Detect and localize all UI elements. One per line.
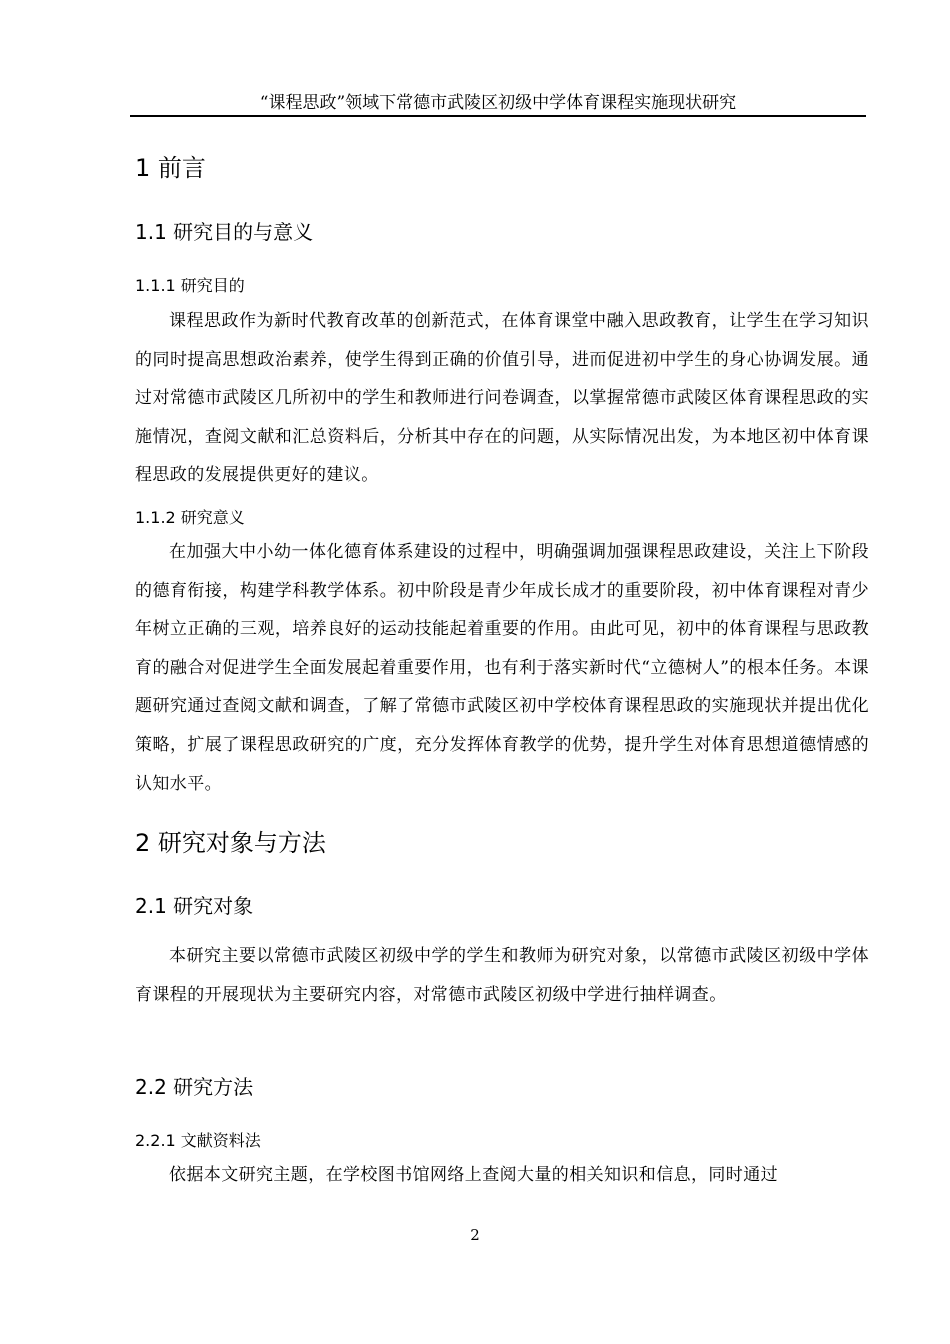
running-header: “课程思政”领域下常德市武陵区初级中学体育课程实施现状研究: [259, 93, 737, 113]
heading-2-2: 2.2 研究方法: [135, 1075, 254, 1099]
heading-1-1: 1.1 研究目的与意义: [135, 220, 314, 244]
paragraph-significance: 在加强大中小幼一体化德育体系建设的过程中，明确强调加强课程思政建设，关注上下阶段的德育衔接，构建学科教学体系。初中阶段是青少年成长成才的重要阶段，初中体育课程对青少年树立正确的三观，培养良好的运动技能起着重要的作用。由此可见，初中的体育课程与思政教育的融合对促进学生全面发展起着重要作用，也有利于落实新时代“立德树人”的根本任务。本课题研究通过查阅文献和调查，了解了常德市武陵区初中学校体育课程思政的实施现状并提出优化策略，扩展了课程思政研究的广度，充分发挥体育教学的优势，提升学生对体育思想道德情感的认知水平。: [135, 542, 869, 794]
heading-2: 2 研究对象与方法: [135, 829, 326, 857]
paragraph-purpose: 课程思政作为新时代教育改革的创新范式，在体育课堂中融入思政教育，让学生在学习知识的同时提高思想政治素养，使学生得到正确的价值引导，进而促进初中学生的身心协调发展。通过对常德市武陵区几所初中的学生和教师进行问卷调查，以掌握常德市武陵区体育课程思政的实施情况，查阅文献和汇总资料后，分析其中存在的问题，从实际情况出发，为本地区初中体育课程思政的发展提供更好的建议。: [135, 311, 869, 486]
page-number: 2: [470, 1226, 480, 1244]
header-rule: [130, 115, 866, 117]
heading-2-1: 2.1 研究对象: [135, 894, 254, 918]
paragraph-objects: 本研究主要以常德市武陵区初级中学的学生和教师为研究对象，以常德市武陵区初级中学体育课程的开展现状为主要研究内容，对常德市武陵区初级中学进行抽样调查。: [135, 946, 869, 1005]
heading-1-1-1: 1.1.1 研究目的: [135, 276, 245, 295]
paragraph-literature-method: 依据本文研究主题，在学校图书馆网络上查阅大量的相关知识和信息，同时通过: [169, 1165, 778, 1185]
heading-1-1-2: 1.1.2 研究意义: [135, 508, 245, 527]
heading-2-2-1: 2.2.1 文献资料法: [135, 1131, 261, 1150]
heading-1: 1 前言: [135, 154, 206, 182]
